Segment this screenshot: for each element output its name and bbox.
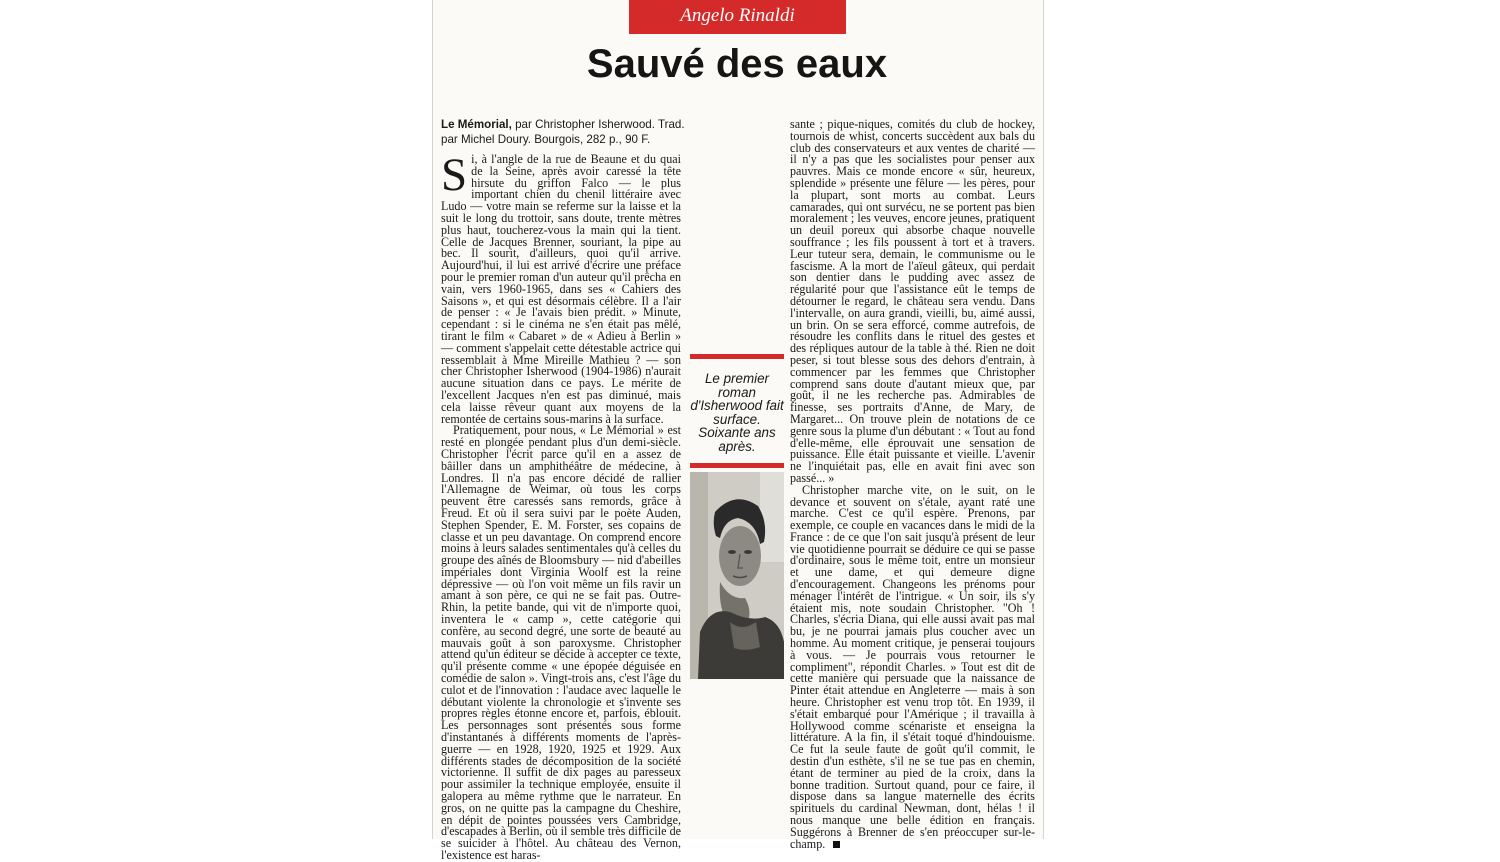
portrait-illustration [690, 472, 784, 679]
book-credit [441, 117, 686, 147]
article-title: Sauvé des eaux [586, 42, 888, 86]
book-title: Le Mémorial, [441, 118, 512, 131]
paragraph-1 [441, 149, 681, 426]
author-byline: Angelo Rinaldi [629, 0, 846, 34]
column-right [790, 117, 1035, 851]
end-of-article-square-icon [833, 841, 840, 848]
drop-cap: S [441, 149, 468, 201]
pullquote: Le premier roman d'Isherwood fait surface. Soixante ans après. [690, 371, 784, 454]
pullquote-top-bar [690, 354, 784, 359]
paragraph-4-text: Christopher marche vite, on le suit, on le devance et souvent on s'étale, ayant raté une marche. C'est ce qu'il espère. Prenons, par exemple, ce couple en vacances dans le midi de la France : de ce que l'on sait jusqu'à présent de leur vie quotidienne pourrait se déduire ce qui se passe d'ordinaire, sous le même toit, entre un monsieur et une dame, et qui demeure digne d'encouragement. Changeons les prénoms pour ménager l'intérêt de l'intrigue. « Un soir, ils s'y étaient mis, note soudain Christopher. "Oh ! Charles, s'écria Diana, qui elle aussi avait pas mal bu, je ne pourrai jamais plus coucher avec un homme. Au moment critique, je penserai toujours à vous. — Je pourrais vous retourner le compliment", répondit Charles. » Tout est dit de cette manière qui persuade que la naissance de Pinter était attendue en Angleterre — mais à son heure. Christopher est venu trop tôt. En 1939, il s'était embarqué pour l'Amérique ; il travailla à Hollywood comme scénariste et enseigna la littérature. A la fin, il s'était toqué d'hindouisme. Ce fut la seule faute de goût qu'il commit, le destin d'un esthète, s'il ne se tue pas en chemin, étant de terminer au pied de la croix, dans la bonne tradition. Surtout quand, pour ce faire, il dispose dans sa langue maternelle des écrits spirituels du cardinal Newman, dont, hélas ! il nous manque une belle édition en français. Suggérons à Brenner de s'en préoccuper sur-le-champ. [790, 482, 1035, 851]
paragraph-3: sante ; pique-niques, comités du club de hockey, tournois de whist, concerts succèdent aux bals du club des conservateurs et aux ventes de charité — il n'y a pas que les socialistes pour penser aux pauvres. Mais ce monde encore « sûr, heureux, splendide » présente une fêlure — les pères, pour la plupart, sont morts au combat. Leurs camarades, qui ont survécu, ne se portent pas bien moralement ; les veuves, encore jeunes, pratiquent un deuil poreux qui absorbe chaque nouvelle souffrance ; les fils poussent à tort et à travers. Leur tuteur sera, demain, le communisme ou le fascisme. A la mort de l'aïeul gâteux, qui perdait son dentier dans le pudding avec assez de régularité pour que l'assistance eût le temps de détourner le regard, le château sera vendu. Dans l'intervalle, on aura grandi, vieilli, bu, aimé aussi, un brin. On se sera efforcé, comme autrefois, de résoudre les conflits dans le rituel des gestes et des répliques autour de la table à thé. Rien ne doit peser, si tout blesse sous des dehors d'entrain, à commencer par les femmes que Christopher comprend sans doute d'autant mieux que, par goût, il ne les recherche pas. Admirables de finesse, ses portraits d'Anne, de Mary, de Margaret... On trouve plein de notations de ce genre sous la plume d'un débutant : « Tout au fond d'elle-même, elle éprouvait une sensation de puissance. Elle était puissante et vieille. L'avenir ne l'inquiétait pas, elle en avait fini avec son passé... » [790, 117, 1035, 485]
book-details: par Christopher Isherwood. Trad. par Michel Doury. Bourgois, 282 p., 90 F. [441, 118, 685, 146]
paragraph-1-text: i, à l'angle de la rue de Beaune et du quai de la Seine, après avoir caressé la tête hirsute du griffon Falco — le plus important chien du chenil littéraire avec Ludo — votre main se referme sur la laisse et la suit le long du trottoir, sans doute, trente mètres plus haut, toucherez-vous la main qui la tient. Celle de Jacques Brenner, souriant, la pipe au bec. Il sourit, d'ailleurs, quoi qu'il arrive. Aujourd'hui, il lui est arrivé d'écrire une préface pour le premier roman d'un auteur qu'il prêcha en vain, vers 1960-1965, dans ses « Cahiers des Saisons », et qui est désormais célèbre. Il a l'air de penser : « Je l'avais bien prédit. » Minute, cependant : si le cinéma ne s'en était pas mêlé, tirant le film « Cabaret » de « Adieu à Berlin » — comment s'appelait cette détestable actrice qui ressemblait à Mme Mireille Mathieu ? — son cher Christopher Isherwood (1904-1986) n'aurait aucune situation dans ce pays. Le mérite de l'excellent Jacques n'en est pas diminué, mais cela laisse rêveur quant aux moyens de la remontée de certains sous-marins à la surface. [441, 152, 681, 426]
paragraph-2: Pratiquement, pour nous, « Le Mémorial » est resté en plongée pendant plus d'un demi-siècle. Christopher l'écrit parce qu'il en a assez de bâiller dans un amphithéâtre de médecine, à Londres. Il n'a pas encore décidé de rallier l'Allemagne de Weimar, où tous les corps peuvent être caressés sans remords, grâce à Freud. Et où il sera suivi par le poète Auden, Stephen Spender, E. M. Forster, ses copains de classe et un peu davantage. On comprend encore moins à leurs salades sentimentales qu'à celles du groupe des aînés de Bloomsbury — nid d'abeilles impériales dont Virginia Woolf est la reine dépressive — où l'on voit même un fils ravir un amant à son père, ce qui ne se fait pas. Outre-Rhin, la petite bande, qui vit de n'importe quoi, inventera le « camp », cette catégorie qui confère, au second degré, une sorte de beauté au mauvais goût à son paroxysme. Christopher attend qu'un éditeur se décide à accepter ce texte, qu'il présente comme « une épopée déguisée en comédie de salon ». Vingt-trois ans, c'est l'âge du culot et de l'innovation : l'audace avec laquelle le débutant violente la chronologie et s'invente ses propres règles étonne encore et, parfois, éblouit. Les personnages sont présentés sous forme d'instantanés à différents moments de l'après-guerre — en 1928, 1920, 1925 et 1929. Aux différents stades de décomposition de la société victorienne. Il suffit de dix pages au paresseux pour assimiler la technique employée, ensuite il galopera au même rythme que le narrateur. En gros, on ne quitte pas la campagne du Cheshire, en dépit de pointes poussées vers Cambridge, d'escapades à Berlin, où il semble très difficile de se suicider à l'hôtel. Au château des Vernon, l'existence est haras- [441, 423, 681, 862]
author-photo [690, 472, 784, 679]
pullquote-bottom-bar [690, 463, 784, 468]
column-left [441, 149, 681, 862]
paragraph-4 [790, 482, 1035, 851]
